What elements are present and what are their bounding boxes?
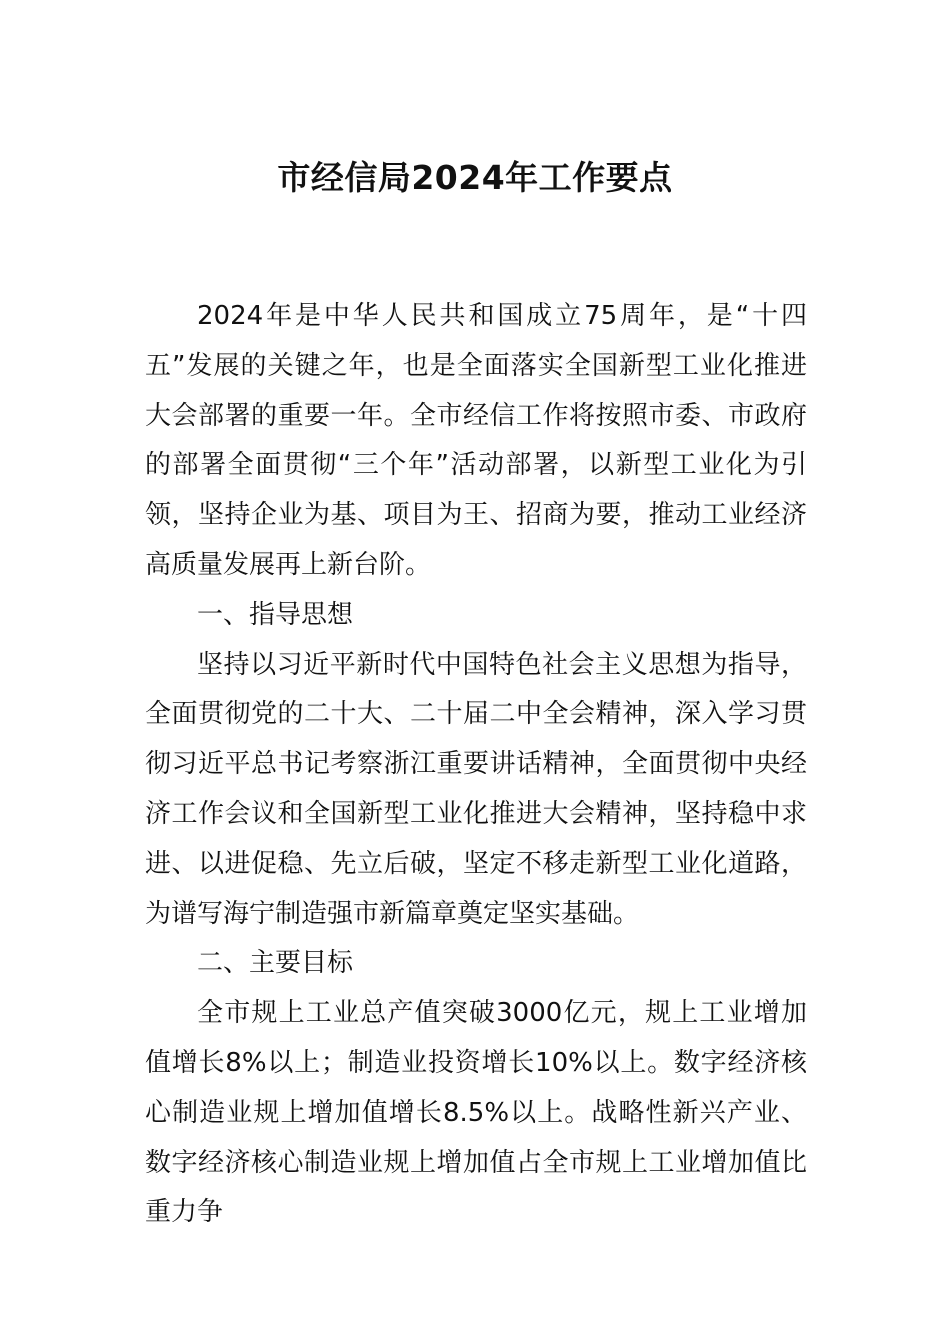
main-goals-paragraph: 全市规上工业总产值突破3000亿元，规上工业增加值增长8%以上；制造业投资增长10%以上。数字经济核心制造业规上增加值增长8.5%以上。战略性新兴产业、数字经济核心制造业规上增加值占全市规上工业增加值比重力争	[145, 998, 807, 1228]
document-title: 市经信局2024年工作要点	[277, 158, 673, 197]
section-heading-guiding-thought: 一、指导思想	[197, 599, 354, 630]
document-body	[145, 292, 807, 1238]
intro-paragraph: 2024年是中华人民共和国成立75周年，是“十四五”发展的关键之年，也是全面落实全国新型工业化推进大会部署的重要一年。全市经信工作将按照市委、市政府的部署全面贯彻“三个年”活动部署，以新型工业化为引领，坚持企业为基、项目为王、招商为要，推动工业经济高质量发展再上新台阶。	[145, 301, 807, 580]
guiding-thought-paragraph: 坚持以习近平新时代中国特色社会主义思想为指导，全面贯彻党的二十大、二十届二中全会精神，深入学习贯彻习近平总书记考察浙江重要讲话精神，全面贯彻中央经济工作会议和全国新型工业化推进大会精神，坚持稳中求进、以进促稳、先立后破，坚定不移走新型工业化道路，为谱写海宁制造强市新篇章奠定坚实基础。	[145, 649, 807, 929]
section-heading-main-goals: 二、主要目标	[197, 948, 354, 979]
